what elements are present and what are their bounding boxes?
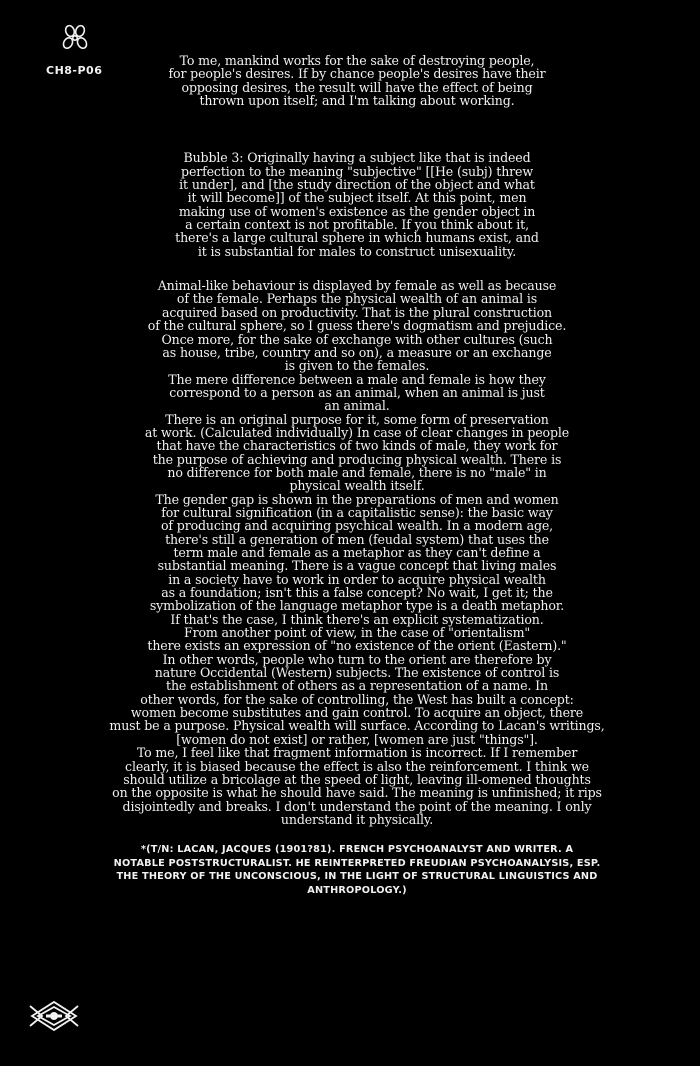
page-code: CH8-P06	[46, 64, 103, 77]
paragraph-1	[84, 54, 630, 107]
text-line: The gender gap is shown in the preparations of men and women	[155, 491, 559, 507]
text-line: the establishment of others as a representation of a name. In	[166, 678, 548, 694]
text-line: the purpose of achieving and producing physical wealth. There is	[152, 451, 562, 467]
text-line: acquired based on productivity. That is the plural construction	[162, 304, 552, 320]
note-line: ANTHROPOLOGY.)	[307, 884, 407, 896]
text-line: should utilize a bricolage at the speed of light, leaving ill-omened thoughts	[123, 771, 591, 787]
paragraph-2	[84, 151, 630, 258]
text-line: on the opposite is what he should have said. The meaning is unfinished; it rips	[112, 785, 602, 801]
main-text	[84, 54, 630, 897]
note-line: *(T/N: LACAN, JACQUES (1901?81). FRENCH PSYCHOANALYST AND WRITER. A	[140, 844, 574, 856]
text-line: symbolization of the language metaphor type is a death metaphor.	[149, 598, 565, 614]
translator-note	[84, 843, 630, 897]
text-line: making use of women's existence as the gender object in	[178, 203, 536, 219]
text-line: as a foundation; isn't this a false concept? No wait, I get it; the	[161, 585, 553, 601]
text-line: other words, for the sake of controlling, the West has built a concept:	[140, 691, 574, 707]
text-line: of the cultural sphere, so I guess there's dogmatism and prejudice.	[147, 318, 567, 334]
text-line: must be a purpose. Physical wealth will surface. According to Lacan's writings,	[109, 718, 605, 734]
text-line: of the female. Perhaps the physical wealth of an animal is	[176, 291, 538, 307]
text-line: thrown upon itself; and I'm talking about working.	[199, 93, 515, 109]
text-line: substantial meaning. There is a vague concept that living males	[157, 558, 557, 574]
text-line: nature Occidental (Western) subjects. The existence of control is	[154, 665, 560, 681]
text-line: [women do not exist] or rather, [women are just "things"].	[176, 731, 538, 747]
text-line: there's still a generation of men (feudal system) that uses the	[165, 531, 549, 547]
text-line: it is substantial for males to construct unisexuality.	[197, 243, 517, 259]
flower-icon	[62, 24, 88, 54]
text-line: opposing desires, the result will have the effect of being	[181, 79, 533, 95]
text-line: as house, tribe, country and so on), a measure or an exchange	[162, 344, 552, 360]
text-line: Bubble 3: Originally having a subject like that is indeed	[183, 150, 531, 166]
text-line: there exists an expression of "no existence of the orient (Eastern)."	[147, 638, 567, 654]
text-line: understand it physically.	[280, 811, 434, 827]
text-line: Animal-like behaviour is displayed by female as well as because	[157, 278, 557, 294]
text-line: a certain context is not profitable. If you think about it,	[185, 217, 529, 233]
text-line: perfection to the meaning "subjective" [[He (subj) threw	[181, 163, 533, 179]
text-line: The mere difference between a male and female is how they	[168, 371, 546, 387]
text-line: Once more, for the sake of exchange with other cultures (such	[161, 331, 553, 347]
text-line: If that's the case, I think there's an explicit systematization.	[170, 611, 544, 627]
text-line: There is an original purpose for it, some form of preservation	[165, 411, 549, 427]
text-line: of producing and acquiring psychical wealth. In a modern age,	[160, 518, 554, 534]
scanlation-logo-icon	[28, 996, 80, 1036]
text-line: for cultural signification (in a capitalistic sense): the basic way	[161, 504, 553, 520]
text-line: for people's desires. If by chance people's desires have their	[168, 66, 546, 82]
note-line: THE THEORY OF THE UNCONSCIOUS, IN THE LIGHT OF STRUCTURAL LINGUISTICS AND	[116, 871, 598, 883]
text-line: correspond to a person as an animal, when an animal is just	[169, 384, 545, 400]
text-line: women become substitutes and gain control. To acquire an object, there	[130, 705, 584, 721]
text-line: To me, I feel like that fragment information is incorrect. If I remember	[136, 745, 578, 761]
text-line: To me, mankind works for the sake of destroying people,	[179, 53, 535, 68]
text-line: term male and female as a metaphor as they can't define a	[173, 545, 541, 560]
text-line: it will become]] of the subject itself. At this point, men	[187, 190, 527, 206]
text-line: there's a large cultural sphere in which humans exist, and	[175, 230, 539, 246]
text-line: no difference for both male and female, there is no "male" in	[167, 464, 547, 480]
note-line: NOTABLE POSTSTRUCTURALIST. HE REINTERPRETED FREUDIAN PSYCHOANALYSIS, ESP.	[113, 857, 601, 869]
text-line: From another point of view, in the case of "orientalism"	[183, 625, 531, 641]
text-line: an animal.	[324, 398, 390, 414]
text-line: In other words, people who turn to the orient are therefore by	[162, 651, 552, 667]
text-line: in a society have to work in order to acquire physical wealth	[168, 571, 546, 587]
text-line: is given to the females.	[284, 358, 430, 374]
text-line: physical wealth itself.	[289, 478, 425, 494]
text-line: it under], and [the study direction of the object and what	[179, 177, 535, 193]
text-line: disjointedly and breaks. I don't understand the point of the meaning. I only	[122, 798, 592, 814]
paragraph-3	[84, 279, 630, 826]
text-line: clearly, it is biased because the effect is also the reinforcement. I think we	[125, 758, 589, 774]
text-line: that have the characteristics of two kinds of male, they work for	[156, 438, 558, 454]
text-line: at work. (Calculated individually) In case of clear changes in people	[144, 424, 570, 440]
